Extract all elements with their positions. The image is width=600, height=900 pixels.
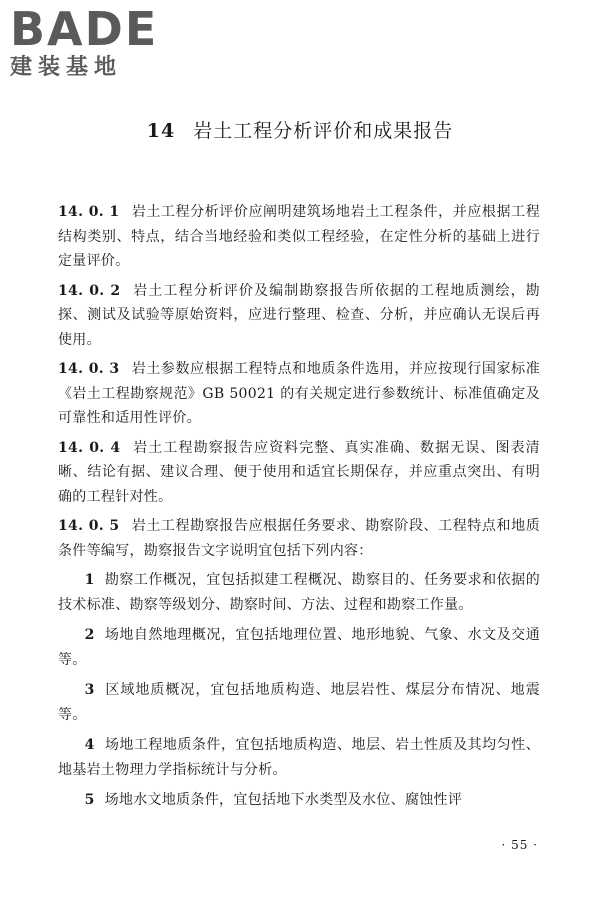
item-number: 5: [84, 792, 95, 808]
list-item: [58, 623, 540, 672]
list-item: [58, 733, 540, 782]
clause-paragraph: [58, 200, 540, 274]
clause-text: 岩土工程分析评价应阐明建筑场地岩土工程条件，并应根据工程结构类别、特点，结合当地经验和类似工程经验，在定性分析的基础上进行定量评价。: [58, 204, 540, 269]
page-number: · 55 ·: [501, 838, 538, 852]
item-number: 1: [84, 572, 95, 588]
page-body: [58, 200, 540, 819]
clause-text: 岩土参数应根据工程特点和地质条件选用，并应按现行国家标准《岩土工程勘察规范》GB 50021 的有关规定进行参数统计、标准值确定及可靠性和适用性评价。: [58, 361, 540, 426]
list-item: [58, 788, 540, 813]
item-text: 区域地质概况，宜包括地质构造、地层岩性、煤层分布情况、地震等。: [58, 682, 540, 723]
chapter-title: 岩土工程分析评价和成果报告: [193, 120, 454, 142]
list-item: [58, 568, 540, 617]
clause-number: 14. 0. 5: [58, 518, 120, 534]
item-text: 勘察工作概况，宜包括拟建工程概况、勘察目的、任务要求和依据的技术标准、勘察等级划分、勘察时间、方法、过程和勘察工作量。: [58, 572, 540, 613]
logo-wordmark: BADE: [10, 2, 159, 56]
list-item: [58, 678, 540, 727]
item-number: 2: [84, 627, 95, 643]
chapter-number: 14: [146, 120, 176, 142]
bade-logo: [10, 4, 158, 82]
clause-number: 14. 0. 2: [58, 282, 121, 299]
clause-paragraph: [58, 436, 540, 510]
clause-text: 岩土工程分析评价及编制勘察报告所依据的工程地质测绘，勘探、测试及试验等原始资料，应进行整理、检查、分析，并应确认无误后再使用。: [58, 282, 540, 348]
clause-text: 岩土工程勘察报告应根据任务要求、勘察阶段、工程特点和地质条件等编写，勘察报告文字说明宜包括下列内容：: [58, 518, 540, 559]
clause-paragraph: [58, 279, 540, 353]
item-text: 场地工程地质条件，宜包括地质构造、地层、岩土性质及其均匀性、地基岩土物理力学指标统计与分析。: [58, 737, 540, 778]
logo-subtitle: 建装基地: [10, 55, 123, 80]
item-number: 4: [84, 737, 95, 753]
clause-paragraph: [58, 357, 540, 431]
clause-number: 14. 0. 3: [58, 361, 120, 377]
item-text: 场地自然地理概况，宜包括地理位置、地形地貌、气象、水文及交通等。: [58, 627, 540, 668]
clause-text: 岩土工程勘察报告应资料完整、真实准确、数据无误、图表清晰、结论有据、建议合理、便于使用和适宜长期保存，并应重点突出、有明确的工程针对性。: [58, 439, 540, 505]
chapter-heading: [0, 116, 600, 143]
clause-paragraph: [58, 514, 540, 563]
item-number: 3: [84, 682, 95, 698]
clause-number: 14. 0. 1: [58, 204, 120, 220]
clause-number: 14. 0. 4: [58, 439, 121, 456]
item-text: 场地水文地质条件，宜包括地下水类型及水位、腐蚀性评: [104, 792, 463, 808]
